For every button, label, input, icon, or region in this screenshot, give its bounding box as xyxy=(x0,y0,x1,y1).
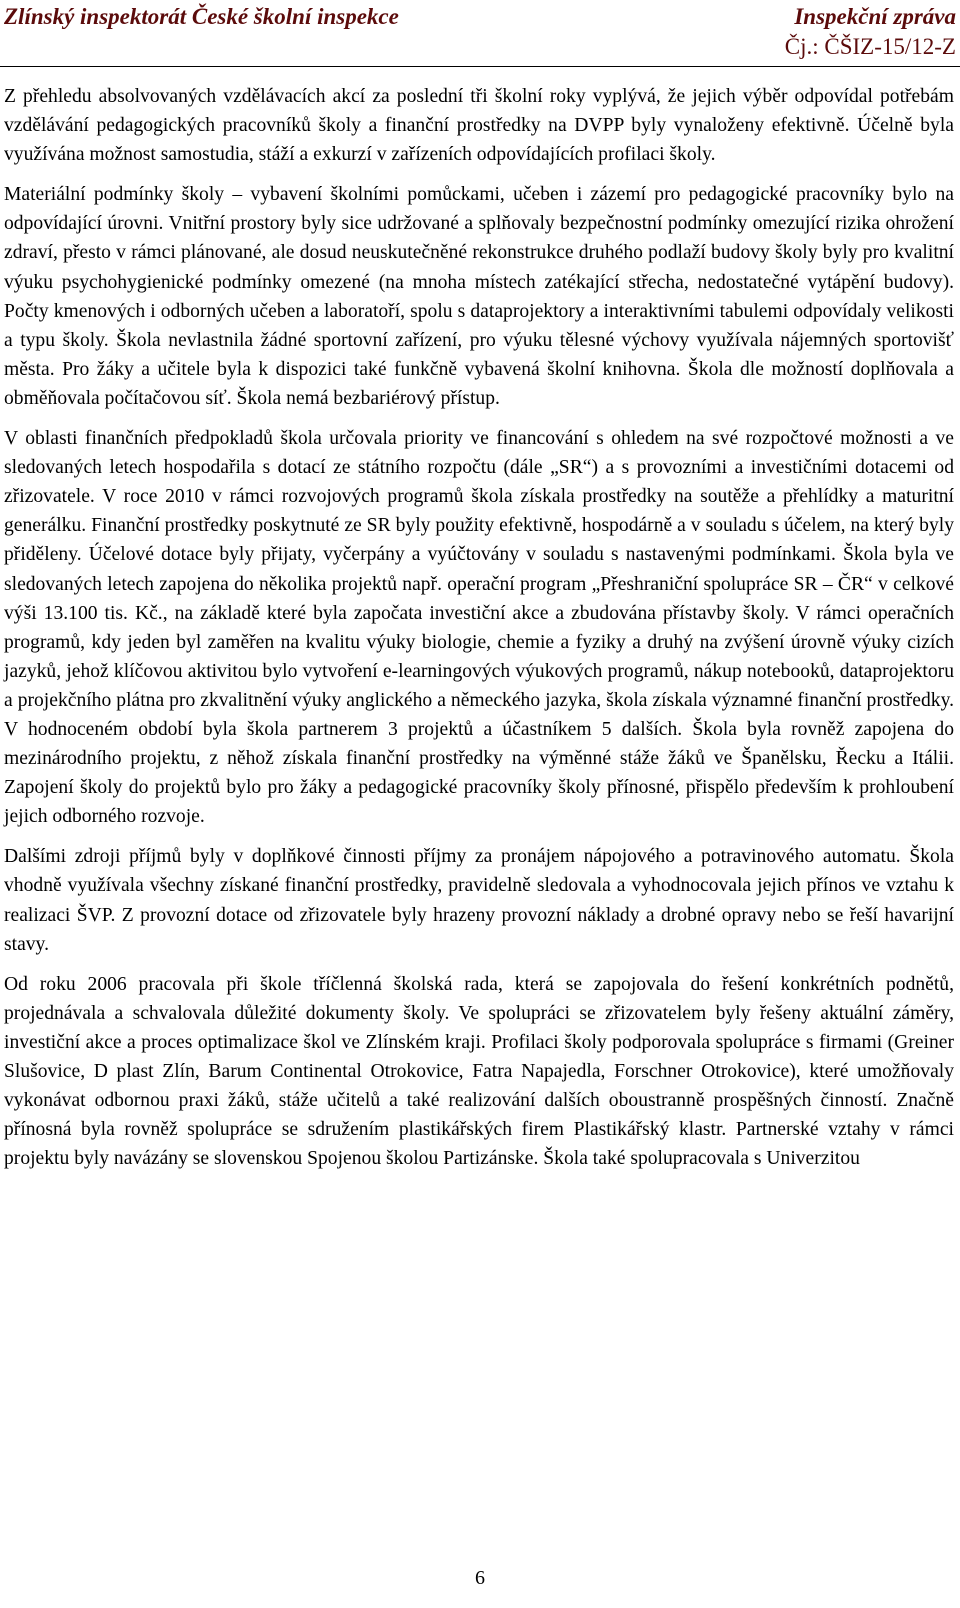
header-report-title: Inspekční zpráva xyxy=(794,4,956,29)
paragraph-material-conditions: Materiální podmínky školy – vybavení školními pomůckami, učeben i zázemí pro pedagogické pracovníky bylo na odpovídající úrovni. Vnitřní prostory byly sice udržované a splňovaly bezpečnostní podmínky omezující rizika ohrožení zdraví, přesto v rámci plánované, ale dosud neuskutečněné rekonstrukce druhého podlaží budovy školy byly pro kvalitní výuku psychohygienické podmínky omezené (na mnoha místech zatékající střecha, nedostatečné vytápění budovy). Počty kmenových i odborných učeben a laboratoří, spolu s dataprojektory a interaktivními tabulemi odpovídaly velikosti a typu školy. Škola nevlastnila žádné sportovní zařízení, pro výuku tělesné výchovy využívala nájemných sportovišť města. Pro žáky a učitele byla k dispozici také funkčně vybavená školní knihovna. Škola dle možností doplňovala a obměňovala počítačovou síť. Škola nemá bezbariérový přístup. xyxy=(4,184,954,409)
document-body xyxy=(4,82,954,1184)
paragraph-other-income: Dalšími zdroji příjmů byly v doplňkové činnosti příjmy za pronájem nápojového a potravinového automatu. Škola vhodně využívala všechny získané finanční prostředky, pravidelně sledovala a vyhodnocovala jejich přínos ve vztahu k realizaci ŠVP. Z provozní dotace od zřizovatele byly hrazeny provozní náklady a drobné opravy nebo se řeší havarijní stavy. xyxy=(4,846,954,955)
paragraph-dvpp: Z přehledu absolvovaných vzdělávacích akcí za poslední tři školní roky vyplývá, že jejich výběr odpovídal potřebám vzdělávání pedagogických pracovníků školy a finanční prostředky na DVPP byly vynaloženy efektivně. Účelně byla využívána možnost samostudia, stáží a exkurzí v zařízeních odpovídajících profilaci školy. xyxy=(4,86,954,166)
header-reference-number: Čj.: ČŠIZ-15/12-Z xyxy=(784,34,956,59)
page-header xyxy=(0,0,960,67)
paragraph-financial-conditions: V oblasti finančních předpokladů škola určovala priority ve financování s ohledem na své rozpočtové možnosti a ve sledovaných letech hospodařila s dotací ze státního rozpočtu (dále „SR“) a s provozními a investičními dotacemi od zřizovatele. V roce 2010 v rámci rozvojových programů škola získala prostředky na soutěže a přehlídky a maturitní generálku. Finanční prostředky poskytnuté ze SR byly použity efektivně, hospodárně a v souladu s účelem, na který byly přiděleny. Účelové dotace byly přijaty, vyčerpány a vyúčtovány v souladu s nastavenými podmínkami. Škola byla ve sledovaných letech zapojena do několika projektů např. operační program „Přeshraniční spolupráce SR – ČR“ v celkové výši 13.100 tis. Kč., na základě které byla započata investiční akce a zbudována přístavby školy. V rámci operačních programů, kdy jeden byl zaměřen na kvalitu výuky biologie, chemie a fyziky a druhý na zvýšení úrovně výuky cizích jazyků, jehož klíčovou aktivitou bylo vytvoření e-learningových výukových programů, nákup notebooků, dataprojektoru a projekčního plátna pro zkvalitnění výuky anglického a německého jazyka, škola získala významné finanční prostředky. V hodnoceném období byla škola partnerem 3 projektů a účastníkem 5 dalších. Škola byla rovněž zapojena do mezinárodního projektu, z něhož získala finanční prostředky na výměnné stáže žáků ve Španělsku, Řecku a Itálii. Zapojení školy do projektů bylo pro žáky a pedagogické pracovníky školy přínosné, přispělo především k prohloubení jejich odborného rozvoje. xyxy=(4,428,954,828)
header-inspectorate: Zlínský inspektorát České školní inspekce xyxy=(4,4,399,29)
paragraph-school-board: Od roku 2006 pracovala při škole tříčlenná školská rada, která se zapojovala do řešení konkrétních podnětů, projednávala a schvalovala důležité dokumenty školy. Ve spolupráci se zřizovatelem byly řešeny aktuální záměry, investiční akce a proces optimalizace škol ve Zlínském kraji. Profilaci školy podporovala spolupráce s firmami (Greiner Slušovice, D plast Zlín, Barum Continental Otrokovice, Fatra Napajedla, Forschner Otrokovice), které umožňovaly vykonávat odbornou praxi žáků, stáže učitelů a také realizování dalších oboustranně prospěšných činností. Značně přínosná byla rovněž spolupráce se sdružením plastikářských firem Plastikářský klastr. Partnerské vztahy v rámci projektu byly navázány se slovenskou Spojenou školou Partizánske. Škola také spolupracovala s Univerzitou xyxy=(4,973,954,1170)
page-number: 6 xyxy=(475,1567,485,1589)
